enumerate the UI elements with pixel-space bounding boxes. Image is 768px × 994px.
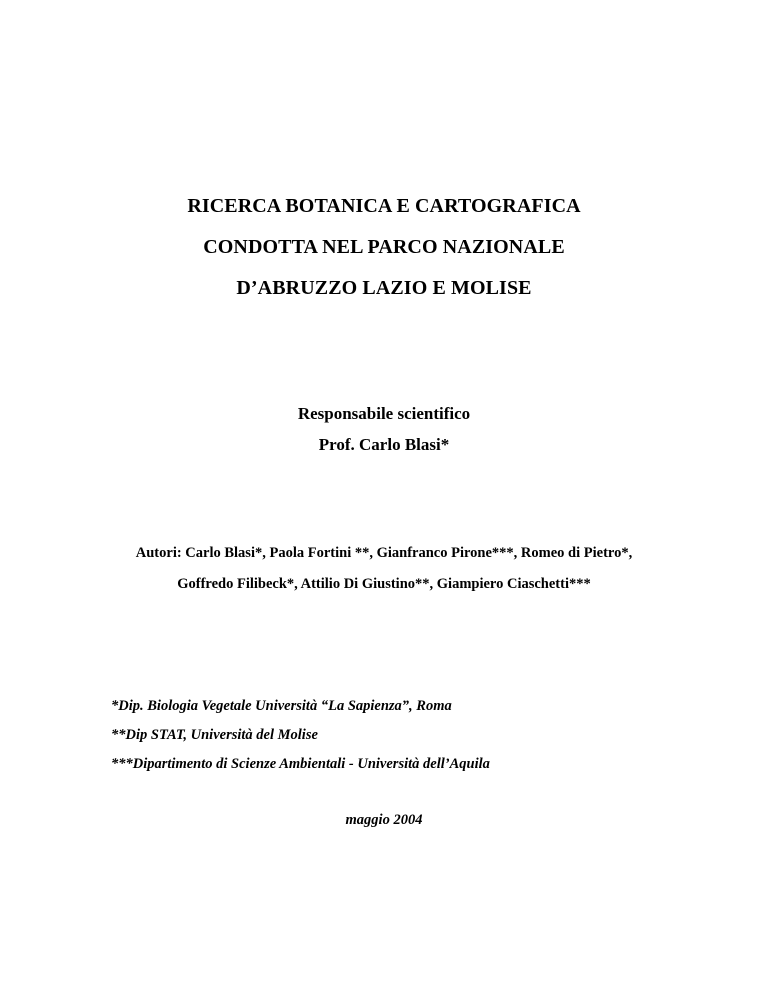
affiliations-list [111, 692, 671, 779]
scientific-lead-block [0, 398, 768, 460]
title-line-2: CONDOTTA NEL PARCO NAZIONALE [203, 236, 565, 258]
affiliation-1: *Dip. Biologia Vegetale Università “La Sapienza”, Roma [111, 698, 452, 714]
affiliation-2: **Dip STAT, Università del Molise [111, 727, 318, 743]
scientific-lead-name: Prof. Carlo Blasi* [318, 435, 450, 454]
publication-date: maggio 2004 [345, 812, 423, 828]
authors-list: Autori: Carlo Blasi*, Paola Fortini **, Gianfranco Pirone***, Romeo di Pietro*, Goffredo Filibeck*, Attilio Di Giustino**, Giampiero Ciaschetti*** [135, 545, 633, 592]
affiliation-3: ***Dipartimento di Scienze Ambientali - Università dell’Aquila [111, 756, 490, 772]
scientific-lead-label: Responsabile scientifico [297, 404, 471, 423]
title-line-1: RICERCA BOTANICA E CARTOGRAFICA [187, 195, 581, 217]
document-title [0, 186, 768, 309]
title-line-3: D’ABRUZZO LAZIO E MOLISE [236, 277, 532, 299]
